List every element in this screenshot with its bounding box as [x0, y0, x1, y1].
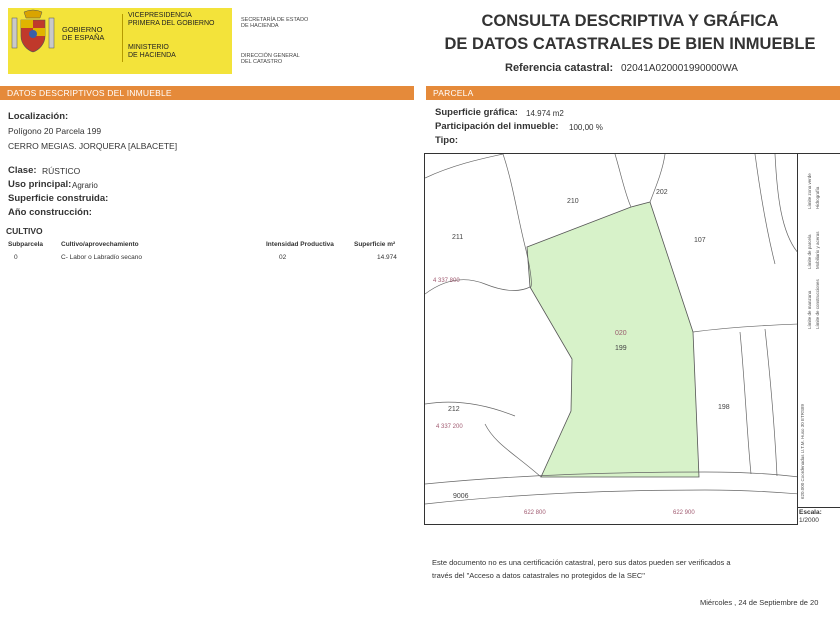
- vicepresidencia-line1: VICEPRESIDENCIA: [128, 12, 192, 19]
- secretaria-line1: SECRETARÍA DE ESTADO: [241, 17, 309, 23]
- table-row: [0, 254, 414, 264]
- legend-item-parcela: Límite de parcela: [807, 234, 812, 269]
- document-date: Miércoles , 24 de Septiembre de 20: [700, 598, 819, 607]
- direccion-text: [241, 53, 300, 65]
- section-bar-parcela: PARCELA: [426, 86, 840, 100]
- title-line1: CONSULTA DESCRIPTIVA Y GRÁFICA: [481, 12, 779, 30]
- boundary-line: [693, 324, 798, 332]
- map-legend: [797, 153, 840, 508]
- gov-separator: [122, 14, 123, 62]
- boundary-line: [615, 154, 631, 207]
- anio-construccion-label: Año construcción:: [8, 207, 92, 218]
- gov-name: [62, 26, 104, 42]
- boundary-line: [775, 154, 798, 254]
- map-label-020: 020: [615, 330, 627, 337]
- col-intensidad: Intensidad Productiva: [266, 241, 334, 248]
- map-coord-y-top: 4 337 800: [433, 278, 460, 284]
- cadastral-map: [424, 153, 798, 525]
- map-label-107: 107: [694, 237, 706, 244]
- col-superficie: Superficie m²: [354, 241, 396, 248]
- map-drawing: [425, 154, 798, 525]
- clase-label: Clase:: [8, 165, 37, 176]
- map-label-198: 198: [718, 404, 730, 411]
- legend-item-construcciones: Límite de construcciones: [815, 279, 820, 329]
- legend-item-manzana: Límite de manzana: [807, 290, 812, 329]
- gov-name-line1: GOBIERNO: [62, 25, 103, 34]
- direccion-line1: DIRECCIÓN GENERAL: [241, 53, 300, 59]
- title-line2: DE DATOS CATASTRALES DE BIEN INMUEBLE: [444, 35, 816, 53]
- direccion-line2: DEL CATASTRO: [241, 59, 283, 65]
- footnote-line1: Este documento no es una certificación catastral, pero sus datos pueden ser verificados a: [432, 558, 731, 567]
- legend-item-mobiliario: Mobiliario y aceras: [815, 231, 820, 269]
- map-label-199: 199: [615, 345, 627, 352]
- uso-value: Agrario: [72, 181, 98, 190]
- col-cultivo: Cultivo/aprovechamiento: [61, 241, 139, 248]
- escala-box: [797, 508, 840, 525]
- cell-subparcela: 0: [14, 254, 18, 261]
- footnote-line2: través del "Acceso a datos catastrales no protegidos de la SEC": [432, 571, 645, 580]
- map-coord-x-left: 622 800: [524, 510, 546, 516]
- uso-label: Uso principal:: [8, 179, 72, 190]
- secretaria-line2: DE HACIENDA: [241, 23, 279, 29]
- parcel-199-polygon: [527, 202, 699, 477]
- sup-grafica-value: 14.974 m2: [526, 109, 564, 118]
- map-label-202: 202: [656, 189, 668, 196]
- boundary-line: [425, 154, 503, 178]
- page-title: [420, 10, 840, 56]
- section-bar-datos: DATOS DESCRIPTIVOS DEL INMUEBLE: [0, 86, 414, 100]
- escala-value: 1/2000: [799, 517, 819, 524]
- ref-value: 02041A020001990000WA: [621, 63, 738, 74]
- legend-rotated-text: [797, 154, 840, 509]
- tipo-label: Tipo:: [435, 135, 459, 146]
- localizacion-line2: CERRO MEGIAS. JORQUERA [ALBACETE]: [8, 141, 178, 151]
- gov-name-line2: DE ESPAÑA: [62, 33, 105, 42]
- escala-label: Escala:: [799, 509, 822, 516]
- ministerio-line2: DE HACIENDA: [128, 51, 176, 59]
- vicepresidencia-text: [128, 12, 214, 27]
- cell-intensidad: 02: [279, 254, 287, 261]
- legend-item-zona-verde: Límite zona verde: [807, 173, 812, 209]
- sup-grafica-label: Superficie gráfica:: [435, 107, 518, 118]
- superficie-construida-label: Superficie construida:: [8, 193, 109, 204]
- participacion-value: 100,00 %: [569, 123, 603, 132]
- boundary-line: [425, 490, 798, 504]
- legend-coords: 620.000 Coordenadas U.T.M. Huso 30 ETRS89: [800, 403, 805, 499]
- cell-cultivo: C- Labor o Labradío secano: [61, 254, 142, 261]
- vicepresidencia-line2: PRIMERA DEL GOBIERNO: [128, 19, 215, 27]
- map-label-9006: 9006: [453, 493, 469, 500]
- legend-item-hidrografia: Hidrografía: [815, 186, 820, 209]
- map-coord-x-right: 622 900: [673, 510, 695, 516]
- localizacion-label: Localización:: [8, 111, 69, 122]
- map-coord-y-bottom: 4 337 200: [436, 424, 463, 430]
- ministerio-text: [128, 44, 176, 59]
- ministerio-line1: MINISTERIO: [128, 44, 169, 51]
- map-label-211: 211: [452, 234, 464, 241]
- map-label-212: 212: [448, 406, 460, 413]
- clase-value: RÚSTICO: [42, 166, 81, 176]
- map-label-210: 210: [567, 198, 579, 205]
- secretaria-text: [241, 17, 308, 29]
- coat-of-arms-icon: [8, 8, 58, 58]
- boundary-line: [765, 329, 777, 476]
- boundary-line: [425, 402, 515, 416]
- cultivo-title: CULTIVO: [6, 226, 43, 236]
- col-subparcela: Subparcela: [8, 241, 44, 248]
- footnote: [432, 556, 832, 582]
- ref-label: Referencia catastral:: [505, 62, 614, 74]
- boundary-line: [755, 154, 775, 264]
- boundary-line: [740, 332, 751, 474]
- localizacion-line1: Polígono 20 Parcela 199: [8, 126, 102, 136]
- boundary-line: [485, 424, 541, 477]
- boundary-line: [503, 154, 531, 287]
- participacion-label: Participación del inmueble:: [435, 121, 559, 132]
- cell-superficie: 14.974: [377, 254, 397, 261]
